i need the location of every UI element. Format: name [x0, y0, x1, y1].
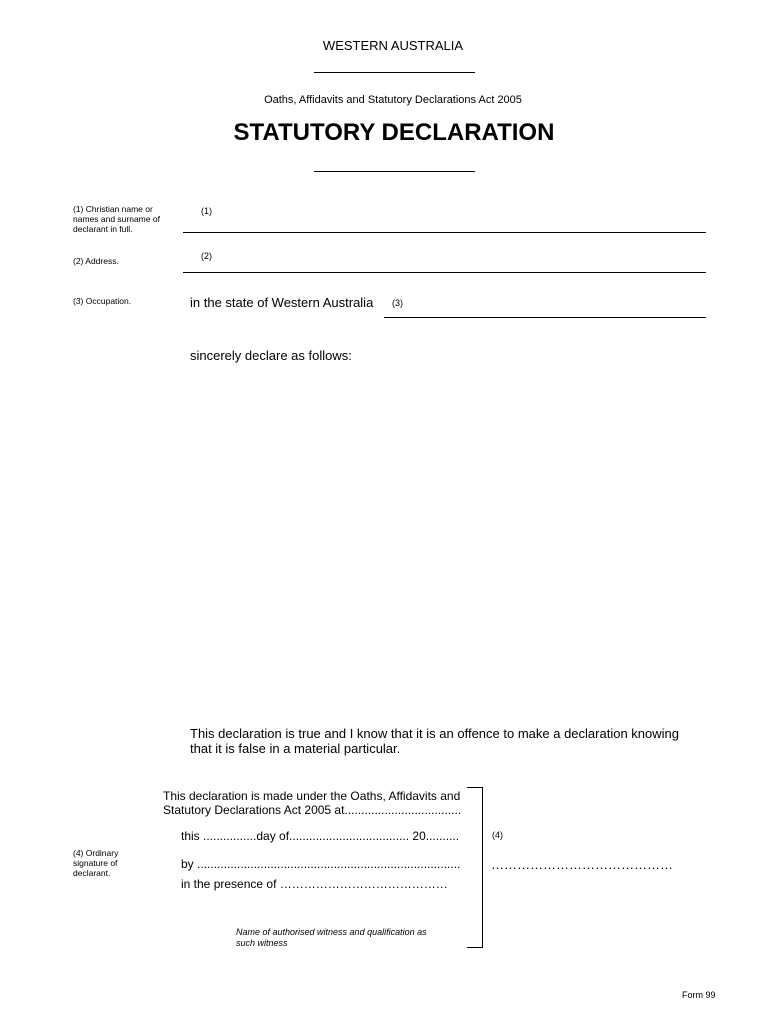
- witness-caption-line2: such witness: [236, 938, 288, 948]
- note-occupation: (3) Occupation.: [73, 296, 132, 306]
- made-under-line2: Statutory Declarations Act 2005 at...................................: [163, 803, 462, 817]
- occupation-field[interactable]: [384, 317, 706, 318]
- note-name: (1) Christian name or names and surname of declarant in full.: [73, 204, 160, 234]
- name-field[interactable]: [183, 232, 706, 233]
- presence-line: in the presence of ……………………………………: [181, 877, 448, 891]
- form-number: Form 99: [682, 990, 716, 1000]
- state-heading: WESTERN AUSTRALIA: [322, 38, 464, 53]
- note-address: (2) Address.: [73, 256, 119, 266]
- occupation-marker: (3): [392, 298, 403, 308]
- date-line: this ................day of.................................... 20..........: [181, 829, 460, 843]
- occupation-prefix: in the state of Western Australia: [190, 295, 374, 310]
- header-rule-bottom: [314, 171, 475, 172]
- act-subtitle: Oaths, Affidavits and Statutory Declarations Act 2005: [264, 94, 522, 106]
- name-marker: (1): [201, 206, 212, 216]
- signature-marker: (4): [492, 830, 503, 840]
- page-title: STATUTORY DECLARATION: [233, 119, 555, 146]
- truth-statement-line2: that it is false in a material particular.: [190, 741, 401, 756]
- note-signature: (4) Ordinary signature of declarant.: [73, 848, 119, 878]
- truth-statement-line1: This declaration is true and I know that it is an offence to make a declaration knowing: [190, 726, 679, 741]
- address-marker: (2): [201, 251, 212, 261]
- witness-bracket: [467, 787, 483, 948]
- by-line: by ...............................................................................: [181, 857, 461, 871]
- witness-caption-line1: Name of authorised witness and qualification as: [236, 927, 427, 937]
- declaration-text-area[interactable]: [184, 368, 706, 718]
- declare-intro: sincerely declare as follows:: [190, 348, 352, 363]
- header-rule-top: [314, 72, 475, 73]
- address-field[interactable]: [183, 272, 706, 273]
- signature-field[interactable]: ……………………………………: [491, 857, 673, 872]
- made-under-line1: This declaration is made under the Oaths, Affidavits and: [163, 789, 461, 803]
